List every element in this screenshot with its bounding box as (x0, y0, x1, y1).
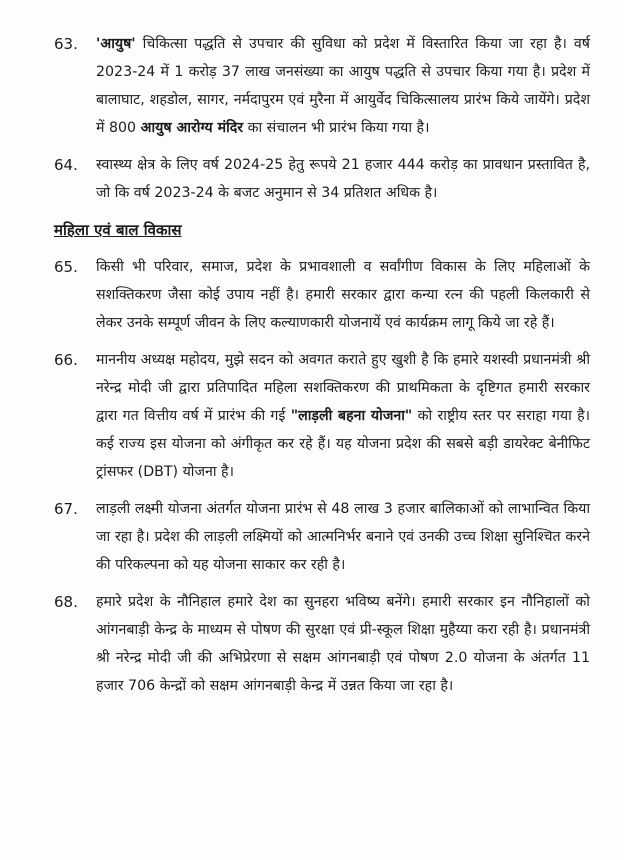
paragraph-number: 66. (54, 351, 78, 369)
numbered-paragraph (54, 495, 590, 579)
paragraph-text (96, 588, 590, 700)
text-run: चिकित्सा पद्धति से उपचार की सुविधा को प्रदेश में विस्तारित किया जा रहा है। वर्ष 2023-24 में 1 करोड़ 37 लाख जनसंख्या का आयुष पद्धति से उपचार किया गया है। प्रदेश में बालाघाट, शहडोल, सागर, नर्मदापुरम एवं मुरैना में आयुर्वेद चिकित्सालय प्रारंभ किये जायेंगे। प्रदेश में 800 (96, 36, 590, 136)
bold-text: "लाड़ली बहना योजना" (290, 408, 413, 424)
paragraph-number: 63. (54, 35, 78, 53)
paragraph-list-women-child (54, 253, 590, 700)
numbered-paragraph (54, 151, 590, 207)
paragraph-text (96, 253, 590, 337)
paragraph-text (96, 30, 590, 142)
numbered-paragraph (54, 253, 590, 337)
text-run: हमारे प्रदेश के नौनिहाल हमारे देश का सुनहरा भविष्य बनेंगे। हमारी सरकार इन नौनिहालों को आंगनबाड़ी केन्द्र के माध्यम से पोषण की सुरक्षा एवं प्री-स्कूल शिक्षा मुहैय्या करा रही है। प्रधानमंत्री श्री नरेन्द्र मोदी जी की अभिप्रेरणा से सक्षम आंगनबाड़ी एवं पोषण 2.0 योजना के अंतर्गत 11 हजार 706 केन्द्रों को सक्षम आंगनबाड़ी केन्द्र में उन्नत किया जा रहा है। (96, 594, 590, 694)
paragraph-text (96, 151, 590, 207)
text-run: माननीय अध्यक्ष महोदय, मुझे सदन को अवगत कराते हुए खुशी है कि हमारे यशस्वी प्रधानमंत्री श्री नरेन्द्र मोदी जी द्वारा प्रतिपादित महिला सशक्तिकरण की प्राथमिकता के दृष्टिगत हमारी सरकार द्वारा गत वित्तीय वर्ष में प्रारंभ की गई (96, 352, 590, 424)
text-run: लाड़ली लक्ष्मी योजना अंतर्गत योजना प्रारंभ से 48 लाख 3 हजार बालिकाओं को लाभान्वित किया जा रहा है। प्रदेश की लाड़ली लक्ष्मियों को आत्मनिर्भर बनाने एवं उनकी उच्च शिक्षा सुनिश्चित करने की परिकल्पना को यह योजना साकार कर रही है। (96, 501, 590, 573)
paragraph-text (96, 346, 590, 486)
numbered-paragraph (54, 30, 590, 142)
paragraph-number: 67. (54, 500, 78, 518)
paragraph-number: 68. (54, 593, 78, 611)
paragraph-list-health (54, 30, 590, 207)
text-run: स्वास्थ्य क्षेत्र के लिए वर्ष 2024-25 हेतु रूपये 21 हजार 444 करोड़ का प्रावधान प्रस्तावित है, जो कि वर्ष 2023-24 के बजट अनुमान से 34 प्रतिशत अधिक है। (96, 157, 590, 201)
text-run: को राष्ट्रीय स्तर पर सराहा गया है। कई राज्य इस योजना को अंगीकृत कर रहे हैं। यह योजना प्रदेश की सबसे बड़ी डायरेक्ट बेनीफिट ट्रांसफर (DBT) योजना है। (96, 408, 590, 480)
paragraph-number: 65. (54, 258, 78, 276)
paragraph-text (96, 495, 590, 579)
paragraph-number: 64. (54, 156, 78, 174)
text-run: किसी भी परिवार, समाज, प्रदेश के प्रभावशाली व सर्वांगीण विकास के लिए महिलाओं के सशक्तिकरण जैसा कोई उपाय नहीं है। हमारी सरकार द्वारा कन्या रत्न की पहली किलकारी से लेकर उनके सम्पूर्ण जीवन के लिए कल्याणकारी योजनायें एवं कार्यक्रम लागू किये जा रहे हैं। (96, 259, 590, 331)
numbered-paragraph (54, 588, 590, 700)
text-run: का संचालन भी प्रारंभ किया गया है। (243, 120, 430, 136)
numbered-paragraph (54, 346, 590, 486)
section-heading: महिला एवं बाल विकास (54, 221, 182, 239)
bold-text: 'आयुष' (96, 36, 136, 52)
bold-text: आयुष आरोग्य मंदिर (140, 120, 244, 136)
